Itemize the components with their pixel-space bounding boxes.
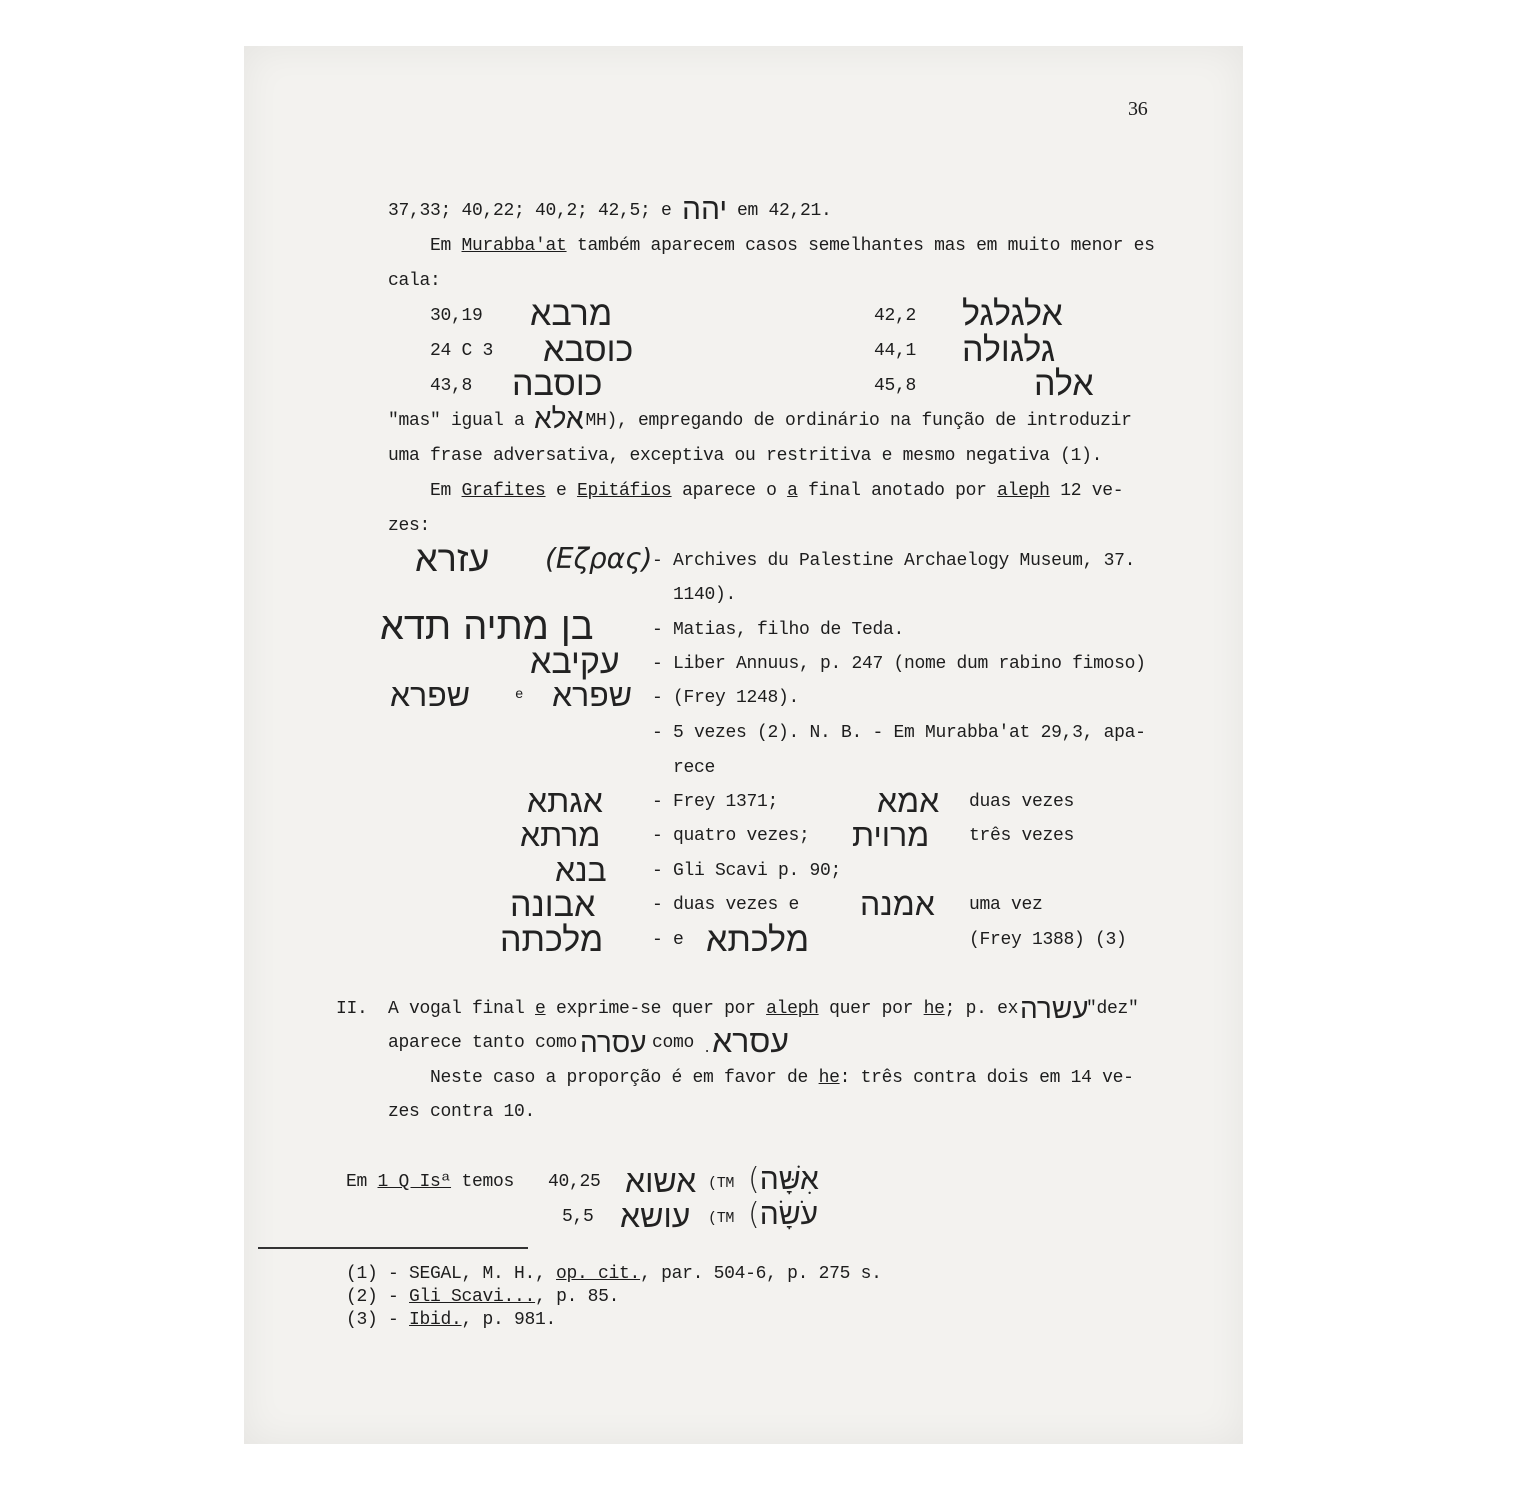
hebrew-word: אלא	[534, 402, 584, 435]
text-line: duas vezes	[969, 792, 1075, 812]
hebrew-word: יהה	[682, 192, 728, 227]
ref-cell: 5,5	[562, 1207, 594, 1227]
page-number: 36	[1128, 98, 1148, 120]
text-line: - Archives du Palestine Archaelogy Museum, 37.	[652, 551, 1136, 571]
ref-cell: 44,1	[874, 341, 917, 361]
hebrew-word: אמא	[877, 782, 940, 820]
footnote-separator	[258, 1247, 528, 1249]
hebrew-word: מרוית	[852, 816, 930, 854]
hebrew-word: גלגולה	[962, 330, 1056, 370]
text-line: uma frase adversativa, exceptiva ou restritiva e mesmo negativa (1).	[388, 446, 1103, 466]
hebrew-word: עזרא	[415, 539, 490, 580]
text-line: - Gli Scavi p. 90;	[652, 861, 842, 881]
text-line-3: cala:	[388, 271, 441, 291]
text-line: Neste caso a proporção é em favor de he: três contra dois em 14 ve-	[430, 1068, 1134, 1088]
hebrew-word: כוסבה	[512, 364, 603, 404]
footnote: (1) - SEGAL, M. H., op. cit., par. 504-6, p. 275 s.	[346, 1264, 882, 1284]
hebrew-word: אגתא	[527, 782, 603, 820]
text-line-1: 37,33; 40,22; 40,2; 42,5; e	[388, 201, 672, 221]
hebrew-word: שפרא	[390, 676, 471, 714]
text-line-1-end: em 42,21.	[737, 201, 832, 221]
tm-label: (TM	[708, 1175, 735, 1192]
hebrew-word: אבונה	[510, 885, 596, 925]
text-line-mas-end: (MH), empregando de ordinário na função de introduzir	[575, 411, 1132, 431]
footnote: (3) - Ibid., p. 981.	[346, 1310, 557, 1330]
text-line: - duas vezes e	[652, 895, 800, 915]
text-line-end: "dez"	[1086, 999, 1139, 1019]
text-line: - Matias, filho de Teda.	[652, 620, 905, 640]
footnote: (2) - Gli Scavi..., p. 85.	[346, 1287, 620, 1307]
hebrew-word: מלכתה	[500, 920, 604, 960]
text-line: - Frey 1371;	[652, 792, 779, 812]
hebrew-word: עסרא.	[702, 1022, 789, 1060]
text-line: - 5 vezes (2). N. B. - Em Murabba'at 29,3, apa-	[652, 723, 1146, 743]
text-line: - Liber Annuus, p. 247 (nome dum rabino fimoso)	[652, 654, 1146, 674]
text-line: Em Grafites e Epitáfios aparece o a final anotado por aleph 12 ve-	[430, 481, 1124, 501]
text-line: como	[652, 1033, 695, 1053]
hebrew-word: עֹשָׂה)	[748, 1197, 819, 1232]
ref-cell: 24 C 3	[430, 341, 494, 361]
hebrew-word: עושא	[620, 1197, 691, 1235]
hebrew-word: אמנה	[860, 885, 935, 923]
hebrew-word: כוסבא	[543, 330, 634, 370]
text-line: zes contra 10.	[388, 1102, 536, 1122]
hebrew-word: מרתא	[520, 816, 601, 854]
text-line-mas: "mas" igual a	[388, 411, 525, 431]
text-line: três vezes	[969, 826, 1075, 846]
hebrew-word: אִשָּׁה)	[748, 1162, 819, 1197]
text-line: A vogal final e exprime-se quer por aleph quer por he; p. ex	[388, 999, 1019, 1019]
hebrew-word: אשוא	[625, 1162, 697, 1200]
conjunction: e	[515, 687, 524, 703]
section-number: II.	[336, 999, 368, 1019]
tm-label: (TM	[708, 1210, 735, 1227]
text-line: - (Frey 1248).	[652, 688, 800, 708]
text-line-2: Em Murabba'at também aparecem casos semelhantes mas em muito menor es	[430, 236, 1155, 256]
ref-cell: 40,25	[548, 1172, 601, 1192]
text-line: rece	[673, 758, 716, 778]
text-line: aparece tanto como	[388, 1033, 578, 1053]
hebrew-word: בן מתיה תדא	[380, 604, 594, 648]
text-line: uma vez	[969, 895, 1043, 915]
ref-cell: 30,19	[430, 306, 483, 326]
hebrew-word: בנא	[555, 851, 607, 889]
hebrew-word: עסרה	[580, 1026, 647, 1059]
hebrew-word: מרבא	[530, 294, 613, 334]
text-line: - e	[652, 930, 684, 950]
text-line: 1140).	[673, 585, 737, 605]
ref-cell: 43,8	[430, 376, 473, 396]
hebrew-word: אלגלגל	[962, 294, 1063, 334]
text-line: - quatro vezes;	[652, 826, 810, 846]
text-line: (Frey 1388) (3)	[969, 930, 1127, 950]
hebrew-word: אלה	[1034, 364, 1094, 404]
hebrew-word: מלכתא	[706, 920, 810, 960]
hebrew-word: שפרא	[552, 676, 633, 714]
ref-cell: 42,2	[874, 306, 917, 326]
hebrew-word: עקיבא	[530, 642, 620, 682]
text-line: zes:	[388, 516, 431, 536]
greek-word: (Εζρας)	[545, 542, 653, 575]
hebrew-word: עשרה	[1020, 992, 1089, 1025]
ref-cell: 45,8	[874, 376, 917, 396]
text-line: Em 1 Q Isª temos	[346, 1172, 515, 1192]
